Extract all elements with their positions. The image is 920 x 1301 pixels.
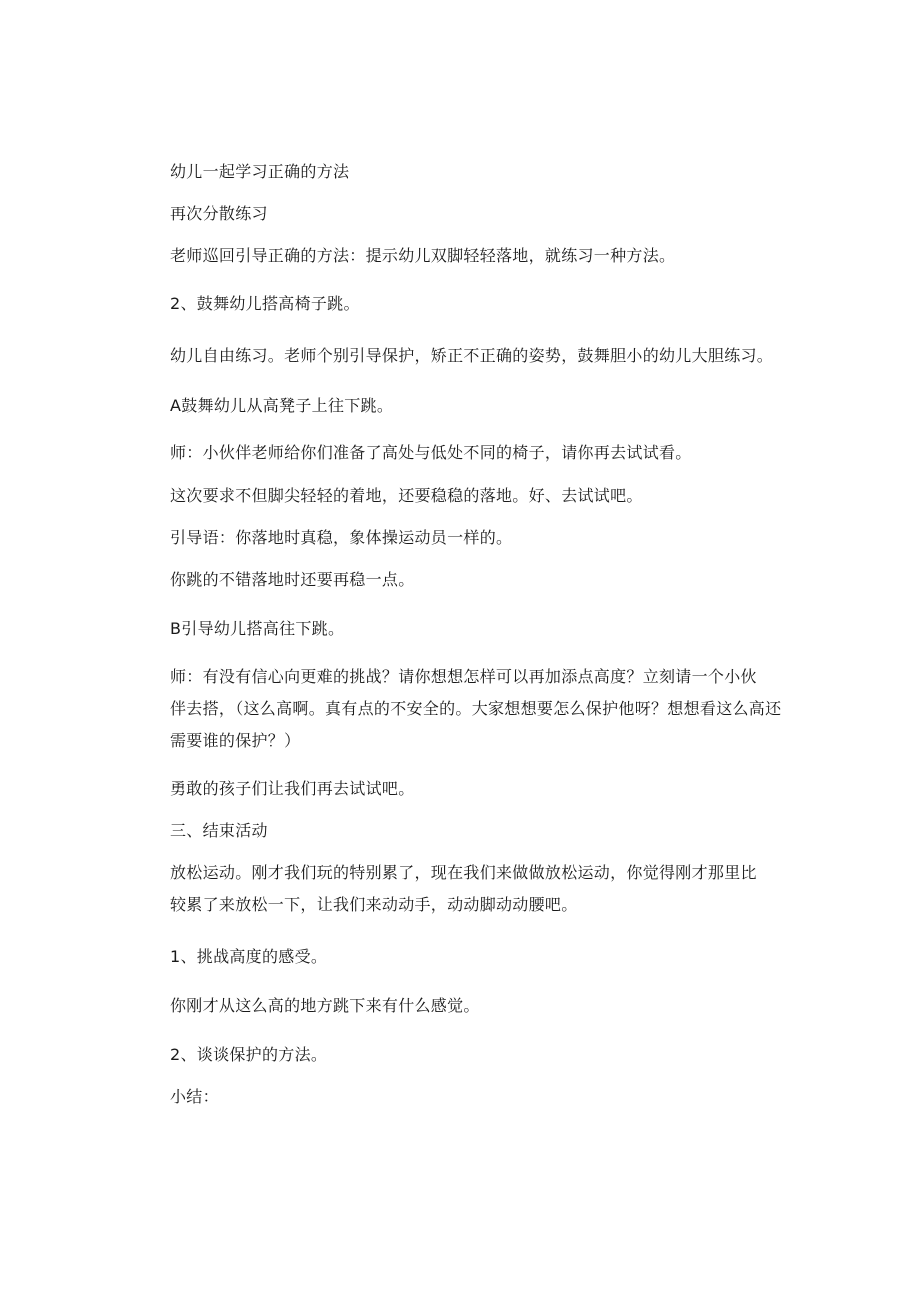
summary-label: 小结： (170, 1087, 219, 1106)
text-line: 这次要求不但脚尖轻轻的着地，还要稳稳的落地。好、去试试吧。 (170, 486, 643, 505)
sub-item: B引导幼儿搭高往下跳。 (170, 619, 345, 638)
paragraph-line: 放松运动。刚才我们玩的特别累了，现在我们来做做放松运动，你觉得刚才那里比 (170, 863, 757, 882)
section-item: 2、鼓舞幼儿搭高椅子跳。 (170, 294, 360, 313)
text-line: 老师巡回引导正确的方法：提示幼儿双脚轻轻落地，就练习一种方法。 (170, 246, 676, 265)
relax-paragraph (170, 857, 790, 921)
text-line: 再次分散练习 (170, 204, 268, 223)
section-item: 1、挑战高度的感受。 (170, 947, 328, 966)
paragraph-line: 师：有没有信心向更难的挑战？请你想想怎样可以再加添点高度？立刻请一个小伙 (170, 667, 757, 686)
section-heading: 三、结束活动 (170, 821, 268, 840)
text-line: 师：小伙伴老师给你们准备了高处与低处不同的椅子，请你再去试试看。 (170, 443, 692, 462)
text-line: 幼儿自由练习。老师个别引导保护，矫正不正确的姿势，鼓舞胆小的幼儿大胆练习。 (170, 346, 774, 365)
text-line: 引导语：你落地时真稳，象体操运动员一样的。 (170, 528, 513, 547)
text-line: 勇敢的孩子们让我们再去试试吧。 (170, 779, 415, 798)
sub-item: A鼓舞幼儿从高凳子上往下跳。 (170, 396, 394, 415)
text-line: 你刚才从这么高的地方跳下来有什么感觉。 (170, 996, 480, 1015)
paragraph-line: 伴去搭，（这么高啊。真有点的不安全的。大家想想要怎么保护他呀？想想看这么高还 (170, 699, 782, 718)
challenge-paragraph (170, 661, 790, 757)
paragraph-line: 较累了来放松一下，让我们来动动手，动动脚动动腰吧。 (170, 895, 578, 914)
text-line: 幼儿一起学习正确的方法 (170, 162, 350, 181)
section-item: 2、谈谈保护的方法。 (170, 1045, 328, 1064)
text-line: 你跳的不错落地时还要再稳一点。 (170, 570, 415, 589)
paragraph-line: 需要谁的保护？） (170, 731, 301, 750)
